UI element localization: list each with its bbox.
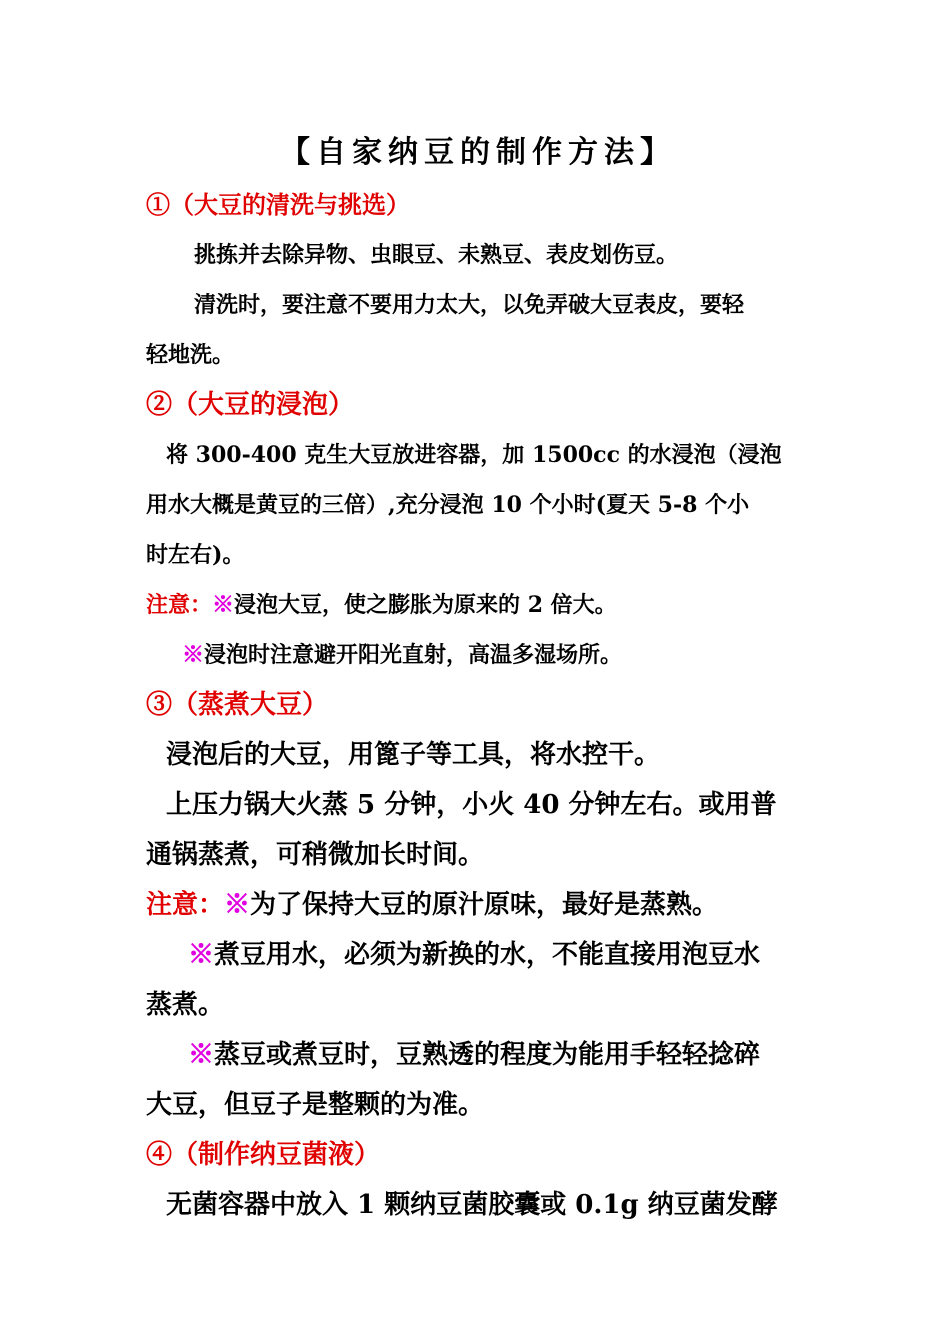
section-1-line-3: 轻地洗。 bbox=[146, 342, 235, 368]
section-3-note-3 bbox=[146, 1030, 810, 1080]
note-text: 蒸豆或煮豆时，豆熟透的程度为能用手轻轻捻碎 bbox=[214, 1040, 761, 1070]
section-2-line-2: 用水大概是黄豆的三倍）,充分浸泡 10 个小时(夏天 5-8 个小 bbox=[146, 492, 750, 518]
section-3-heading: ③（蒸煮大豆） bbox=[146, 690, 329, 720]
note-text: 为了保持大豆的原汁原味，最好是蒸熟。 bbox=[250, 890, 719, 920]
note-label: 注意： bbox=[146, 890, 225, 920]
section-2-line-3: 时左右)。 bbox=[146, 542, 245, 568]
section-1-heading: ①（大豆的清洗与挑选） bbox=[146, 190, 410, 219]
section-3-note-2-cont: 蒸煮。 bbox=[146, 990, 225, 1020]
note-text: 浸泡时注意避开阳光直射，高温多湿场所。 bbox=[204, 642, 623, 668]
note-text: 煮豆用水，必须为新换的水，不能直接用泡豆水 bbox=[214, 940, 761, 970]
document-page bbox=[146, 128, 810, 1230]
section-1-line-2: 清洗时，要注意不要用力太大，以免弄破大豆表皮，要轻 bbox=[194, 292, 745, 318]
section-2-heading: ②（大豆的浸泡） bbox=[146, 390, 355, 420]
section-2-note-1 bbox=[146, 580, 810, 630]
section-3-note-3-cont: 大豆，但豆子是整颗的为准。 bbox=[146, 1090, 485, 1120]
note-mark: ※ bbox=[188, 1040, 215, 1070]
section-3-line-2: 上压力锅大火蒸 5 分钟，小火 40 分钟左右。或用普 bbox=[166, 790, 777, 820]
section-3-note-2 bbox=[146, 930, 810, 980]
section-2-note-2 bbox=[146, 630, 810, 680]
section-3-line-3: 通锅蒸煮，可稍微加长时间。 bbox=[146, 840, 485, 870]
note-mark: ※ bbox=[212, 592, 235, 618]
note-mark: ※ bbox=[224, 890, 251, 920]
section-4-line-1: 无菌容器中放入 1 颗纳豆菌胶囊或 0.1g 纳豆菌发酵 bbox=[166, 1190, 778, 1220]
document-title: 【自家纳豆的制作方法】 bbox=[280, 135, 676, 170]
section-3-note-1 bbox=[146, 880, 810, 930]
section-3-line-1: 浸泡后的大豆，用篦子等工具，将水控干。 bbox=[166, 740, 661, 770]
section-2-line-1: 将 300-400 克生大豆放进容器，加 1500cc 的水浸泡（浸泡 bbox=[166, 442, 782, 468]
note-label: 注意： bbox=[146, 592, 213, 618]
note-mark: ※ bbox=[182, 642, 205, 668]
section-1-line-1: 挑拣并去除异物、虫眼豆、未熟豆、表皮划伤豆。 bbox=[194, 242, 679, 268]
section-4-heading: ④（制作纳豆菌液） bbox=[146, 1140, 381, 1170]
note-mark: ※ bbox=[188, 940, 215, 970]
note-text: 浸泡大豆，使之膨胀为原来的 2 倍大。 bbox=[234, 592, 617, 618]
